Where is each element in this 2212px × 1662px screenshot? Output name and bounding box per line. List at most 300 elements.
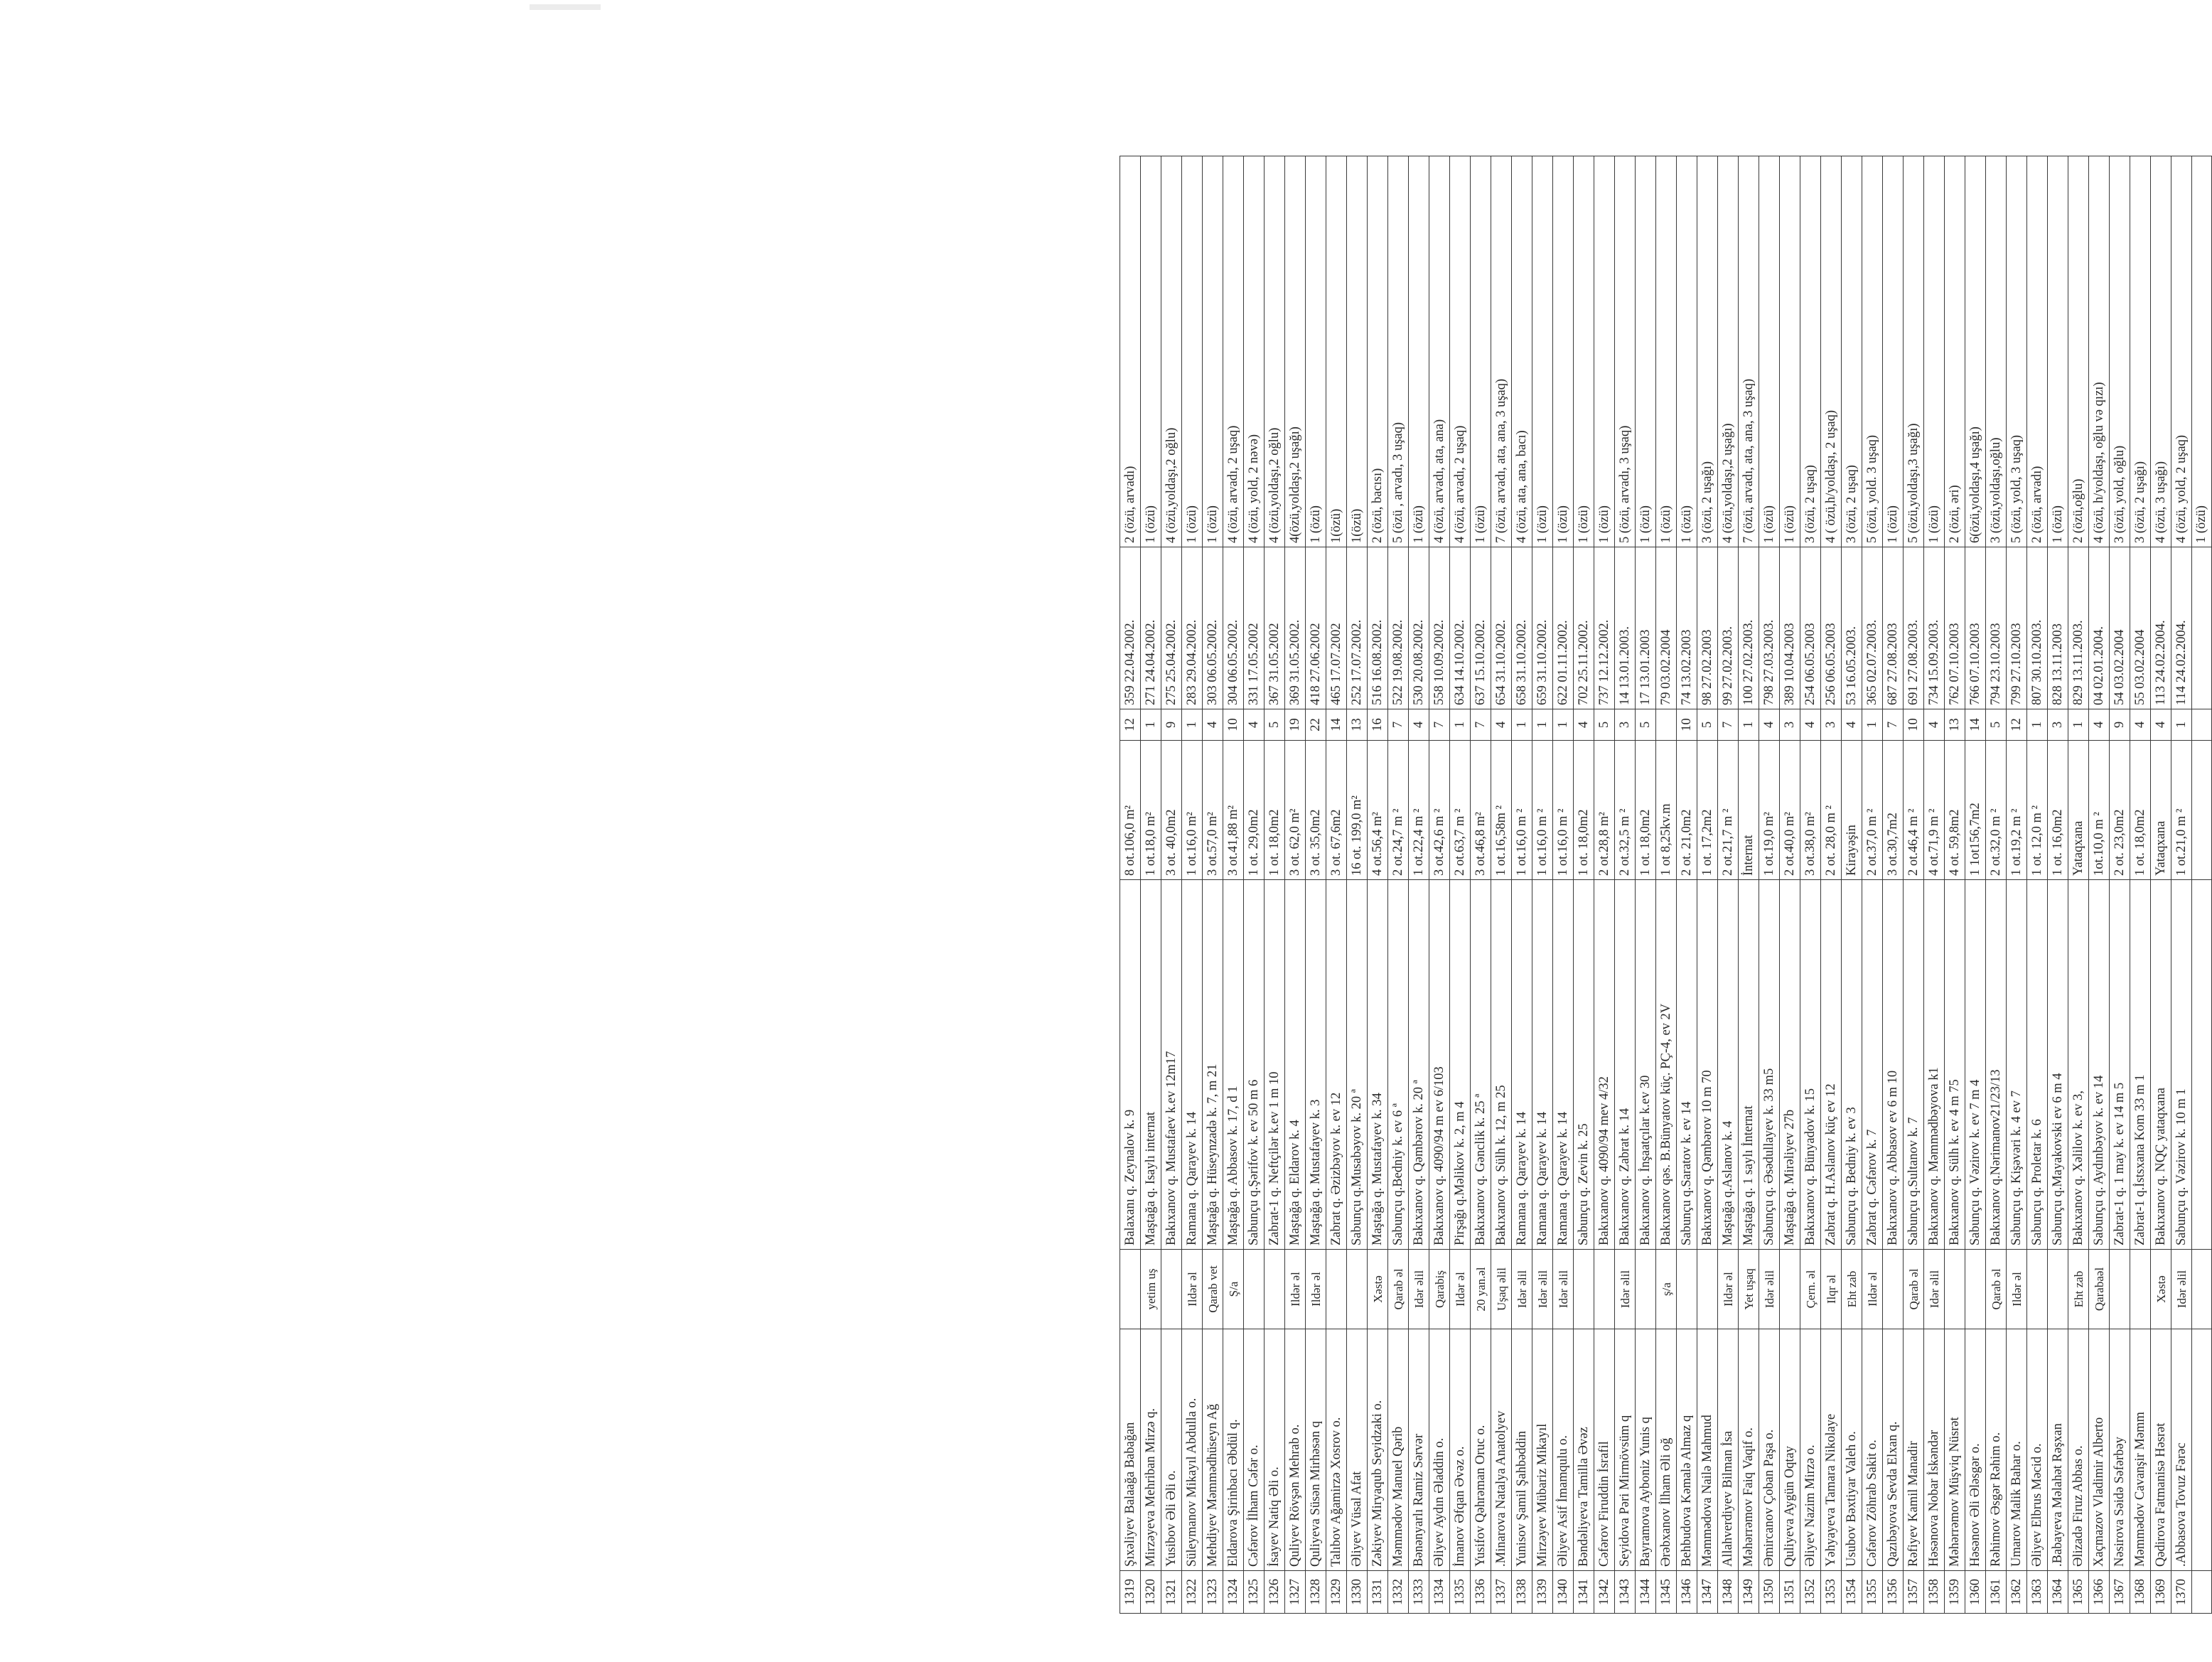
living-area-cell: 2 ot. 21,0m2 xyxy=(1677,741,1697,880)
row-number-cell: 1340 xyxy=(1553,1571,1574,1614)
person-name-cell: Əliyev Elbrus Məcid o. xyxy=(2027,1329,2048,1571)
family-composition-cell: 5 (özü,yoldaşı,3 uşağı) xyxy=(1904,156,1924,547)
person-name-cell: Umarov Malik Bahar o. xyxy=(2007,1329,2027,1571)
table-row xyxy=(1842,156,1862,1614)
family-composition-cell: 1 (özü) xyxy=(2048,156,2068,547)
address-cell: Bakıxanov q. Qəmbərov k. 20 ª xyxy=(1409,880,1429,1250)
row-number-cell: 1352 xyxy=(1800,1571,1821,1614)
resident-count-cell: 7 xyxy=(1429,709,1450,741)
address-cell: Bakıxanov q. 4090/94 m ev 6/103 xyxy=(1429,880,1450,1250)
resident-count-cell: 7 xyxy=(1388,709,1409,741)
registration-cell: 304 06.05.2002. xyxy=(1223,547,1244,709)
row-number-cell: 1349 xyxy=(1739,1571,1759,1614)
address-cell: Bakıxanov q. Gənclik k. 25 ª xyxy=(1471,880,1491,1250)
category-cell xyxy=(1326,1250,1347,1329)
address-cell: Balaxanı q. Zeynalov k. 9 xyxy=(1120,880,1141,1250)
living-area-cell: 2 ot. 28,0 m ² xyxy=(1821,741,1842,880)
address-cell: Maştağa q. Isaylı internat xyxy=(1141,880,1161,1250)
person-name-cell: Mirzəyeva Mehriban Mirzə q. xyxy=(1141,1329,1161,1571)
address-cell: Ramana q. Qarayev k. 14 xyxy=(1512,880,1532,1250)
resident-count-cell: 1 xyxy=(1862,709,1883,741)
person-name-cell: Bəndəliyeva Tamilla Əvəz xyxy=(1574,1329,1594,1571)
category-cell xyxy=(2110,1250,2130,1329)
family-composition-cell: 4 (özü, ata, ana, bacı) xyxy=(1512,156,1532,547)
living-area-cell: 3 ot.42,6 m ² xyxy=(1429,741,1450,880)
family-composition-cell: 1 (özü) xyxy=(1677,156,1697,547)
resident-count-cell: 13 xyxy=(1347,709,1368,741)
address-cell: Zabrat q. H.Aslanov küç ev 12 xyxy=(1821,880,1842,1250)
category-cell xyxy=(1945,1250,1965,1329)
family-composition-cell: 3 (özü,yoldaşı,oğlu) xyxy=(1986,156,2007,547)
category-cell: Yet uşaq xyxy=(1739,1250,1759,1329)
table-row xyxy=(1697,156,1718,1614)
row-number-cell: 1333 xyxy=(1409,1571,1429,1614)
family-composition-cell: 2 (özü,oğlu) xyxy=(2068,156,2089,547)
person-name-cell: Rəfiyev Kamil Manadir xyxy=(1904,1329,1924,1571)
resident-count-cell: 9 xyxy=(1161,709,1182,741)
category-cell: Ildər əl xyxy=(1450,1250,1471,1329)
registration-cell: 634 14.10.2002. xyxy=(1450,547,1471,709)
table-row xyxy=(2048,156,2068,1614)
category-cell: Xəstə xyxy=(2151,1250,2171,1329)
category-cell: Qarab vet xyxy=(1203,1250,1223,1329)
row-number-cell: 1358 xyxy=(1924,1571,1945,1614)
person-name-cell: Eldarova Şirinbacı Əbdül q. xyxy=(1223,1329,1244,1571)
person-name-cell: Zəkiyev Miryaqub Seyidzaki o. xyxy=(1368,1329,1388,1571)
table-row xyxy=(2192,156,2212,1614)
family-composition-cell: 3 (özü, 2 uşağı) xyxy=(2130,156,2151,547)
housing-queue-table xyxy=(1120,156,2212,1614)
living-area-cell: 1 ot.16,0 m ² xyxy=(1553,741,1574,880)
category-cell: Idər əlil xyxy=(1553,1250,1574,1329)
resident-count-cell: 1 xyxy=(1141,709,1161,741)
family-composition-cell: 1 (özü) xyxy=(1306,156,1326,547)
resident-count-cell: 12 xyxy=(1120,709,1141,741)
category-cell: Ildər əl xyxy=(1182,1250,1203,1329)
table-row xyxy=(2007,156,2027,1614)
living-area-cell: 3 ot.30,7m2 xyxy=(1883,741,1904,880)
table-row xyxy=(1182,156,1203,1614)
table-row xyxy=(1203,156,1223,1614)
row-number-cell: 1347 xyxy=(1697,1571,1718,1614)
table-row xyxy=(1471,156,1491,1614)
registration-cell: 100 27.02.2003. xyxy=(1739,547,1759,709)
resident-count-cell: 1 xyxy=(2027,709,2048,741)
living-area-cell: 1 ot. 18,0m2 xyxy=(1265,741,1285,880)
living-area-cell: İnternat xyxy=(1739,741,1759,880)
living-area-cell: 1 ot. 12,0 m ² xyxy=(2027,741,2048,880)
category-cell: Idər əlil xyxy=(1924,1250,1945,1329)
category-cell: Qarab əl xyxy=(1986,1250,2007,1329)
table-row xyxy=(1718,156,1739,1614)
person-name-cell: Əliyev Asif İmamqulu o. xyxy=(1553,1329,1574,1571)
row-number-cell: 1360 xyxy=(1965,1571,1986,1614)
registration-cell: 558 10.09.2002. xyxy=(1429,547,1450,709)
registration-cell: 530 20.08.2002. xyxy=(1409,547,1429,709)
family-composition-cell: 2 (özü, bacısı) xyxy=(1368,156,1388,547)
living-area-cell: 2 ot.32,5 m ² xyxy=(1615,741,1636,880)
table-row xyxy=(1532,156,1553,1614)
category-cell: Xəstə xyxy=(1368,1250,1388,1329)
person-name-cell: Yusibov Əli Əli o. xyxy=(1161,1329,1182,1571)
person-name-cell: Bənənyarlı Ramiz Sərvər xyxy=(1409,1329,1429,1571)
row-number-cell: 1346 xyxy=(1677,1571,1697,1614)
resident-count-cell: 1 xyxy=(2068,709,2089,741)
category-cell xyxy=(1161,1250,1182,1329)
address-cell: Bakıxanov q. NQÇ yataqxana xyxy=(2151,880,2171,1250)
resident-count-cell: 1 xyxy=(1553,709,1574,741)
family-composition-cell: 1 (özü) xyxy=(1759,156,1780,547)
resident-count-cell: 4 xyxy=(1491,709,1512,741)
row-number-cell: 1345 xyxy=(1656,1571,1677,1614)
family-composition-cell: 1 (özü) xyxy=(1656,156,1677,547)
resident-count-cell: 1 xyxy=(1450,709,1471,741)
family-composition-cell: 1 (özü) xyxy=(1553,156,1574,547)
row-number-cell xyxy=(2192,1571,2212,1614)
family-composition-cell: 1 (özü) xyxy=(1883,156,1904,547)
registration-cell: 622 01.11.2002. xyxy=(1553,547,1574,709)
family-composition-cell: 2 (özü, arvadı) xyxy=(1120,156,1141,547)
family-composition-cell: 1 (özü) xyxy=(1182,156,1203,547)
registration-cell: 762 07.10.2003 xyxy=(1945,547,1965,709)
row-number-cell: 1336 xyxy=(1471,1571,1491,1614)
registration-cell: 99 27.02.2003. xyxy=(1718,547,1739,709)
family-composition-cell: 4 (özü, yold, 2 uşaq) xyxy=(2171,156,2192,547)
family-composition-cell: 2 (özü, əri) xyxy=(1945,156,1965,547)
person-name-cell: Qazıbəyova Sevda Elxan q. xyxy=(1883,1329,1904,1571)
table-row xyxy=(1244,156,1265,1614)
person-name-cell: Məhərrəmov Müşviq Nüsrət xyxy=(1945,1329,1965,1571)
resident-count-cell: 5 xyxy=(1265,709,1285,741)
person-name-cell: Cəfərov İlham Cəfər o. xyxy=(1244,1329,1265,1571)
living-area-cell: 1 ot.19,2 m ² xyxy=(2007,741,2027,880)
living-area-cell: 1 ot.19,0 m² xyxy=(1759,741,1780,880)
registration-cell: 367 31.05.2002 xyxy=(1265,547,1285,709)
table-row xyxy=(1553,156,1574,1614)
registration-cell: 794 23.10.2003 xyxy=(1986,547,2007,709)
registration-cell: 17 13.01.2003 xyxy=(1636,547,1656,709)
resident-count-cell: 4 xyxy=(1800,709,1821,741)
table-row xyxy=(1904,156,1924,1614)
registration-cell: 829 13.11.2003. xyxy=(2068,547,2089,709)
table-row xyxy=(1780,156,1800,1614)
living-area-cell: 2 ot.32,0 m ² xyxy=(1986,741,2007,880)
resident-count-cell: 16 xyxy=(1368,709,1388,741)
resident-count-cell: 5 xyxy=(1986,709,2007,741)
table-row xyxy=(1388,156,1409,1614)
category-cell: Idər əlil xyxy=(1532,1250,1553,1329)
person-name-cell: Xaçmazov Vladimir Alberto xyxy=(2089,1329,2110,1571)
person-name-cell: Əlizadə Firuz Abbas o. xyxy=(2068,1329,2089,1571)
registration-cell: 637 15.10.2002. xyxy=(1471,547,1491,709)
table-row xyxy=(2068,156,2089,1614)
address-cell: Bakıxanov q. Məmmədbəyova k1 xyxy=(1924,880,1945,1250)
person-name-cell: Süleymanov Mikayıl Abdulla o. xyxy=(1182,1329,1203,1571)
address-cell: Ramana q. Qarayev k. 14 xyxy=(1553,880,1574,1250)
person-name-cell: Yunisov Şamil Şahbəddin xyxy=(1512,1329,1532,1571)
category-cell xyxy=(1594,1250,1615,1329)
living-area-cell: 4 ot.71,9 m ² xyxy=(1924,741,1945,880)
category-cell xyxy=(1677,1250,1697,1329)
address-cell: Zabrat-1 q. 1 may k. ev 14 m 5 xyxy=(2110,880,2130,1250)
category-cell xyxy=(1347,1250,1368,1329)
row-number-cell: 1350 xyxy=(1759,1571,1780,1614)
category-cell xyxy=(1574,1250,1594,1329)
resident-count-cell: 5 xyxy=(1697,709,1718,741)
address-cell: Maştağa q. 1 saylı İnternat xyxy=(1739,880,1759,1250)
resident-count-cell: 3 xyxy=(1821,709,1842,741)
person-name-cell: Məmmədov Cavanşir Məmm xyxy=(2130,1329,2151,1571)
row-number-cell: 1320 xyxy=(1141,1571,1161,1614)
row-number-cell: 1370 xyxy=(2171,1571,2192,1614)
registration-cell: 283 29.04.2002. xyxy=(1182,547,1203,709)
address-cell: Maştağa q. Mustafayev k. 3 xyxy=(1306,880,1326,1250)
category-cell xyxy=(2130,1250,2151,1329)
row-number-cell: 1326 xyxy=(1265,1571,1285,1614)
person-name-cell: Ərəbxanov İlham Əli oğ xyxy=(1656,1329,1677,1571)
family-composition-cell: 4 (özü, arvadı, ata, ana) xyxy=(1429,156,1450,547)
row-number-cell: 1366 xyxy=(2089,1571,2110,1614)
address-cell: Sabunçu q. Zevin k. 25 xyxy=(1574,880,1594,1250)
category-cell xyxy=(1244,1250,1265,1329)
resident-count-cell: 1 xyxy=(1532,709,1553,741)
living-area-cell: 1 ot.18,0 m² xyxy=(1141,741,1161,880)
address-cell: Sabunçu q. Kişəvəri k. 4 ev 7 xyxy=(2007,880,2027,1250)
person-name-cell: Quliyeva Süsən Mirhəsən q xyxy=(1306,1329,1326,1571)
registration-cell: 359 22.04.2002. xyxy=(1120,547,1141,709)
table-row xyxy=(1986,156,2007,1614)
row-number-cell: 1344 xyxy=(1636,1571,1656,1614)
table-row xyxy=(1512,156,1532,1614)
registration-cell: 798 27.03.2003. xyxy=(1759,547,1780,709)
person-name-cell: Seyidova Pəri Mirmövsüm q xyxy=(1615,1329,1636,1571)
address-cell: Bakıxanov q. Bünyadov k. 15 xyxy=(1800,880,1821,1250)
address-cell: Sabunçu q. Bedniy k. ev 3 xyxy=(1842,880,1862,1250)
family-composition-cell: 4 (özü,yoldaşı,2 uşağı) xyxy=(1718,156,1739,547)
living-area-cell: 1 ot. 29,0m2 xyxy=(1244,741,1265,880)
living-area-cell: 1 ot. 16,0m2 xyxy=(2048,741,2068,880)
category-cell: Qarabiş xyxy=(1429,1250,1450,1329)
resident-count-cell: 10 xyxy=(1904,709,1924,741)
living-area-cell: 1 ot.22,4 m ² xyxy=(1409,741,1429,880)
address-cell: Bakıxanov q. Sülh k. ev 4 m 75 xyxy=(1945,880,1965,1250)
resident-count-cell: 4 xyxy=(1244,709,1265,741)
table-row xyxy=(2130,156,2151,1614)
table-row xyxy=(1326,156,1347,1614)
resident-count-cell: 14 xyxy=(1326,709,1347,741)
person-name-cell: Qədirova Fatmanisə Həsrət xyxy=(2151,1329,2171,1571)
family-composition-cell: 1 (özü) xyxy=(1203,156,1223,547)
family-composition-cell: 1 (özü) xyxy=(1924,156,1945,547)
family-composition-cell: 4 (özü, h/yoldaşı, oğlu və qızı) xyxy=(2089,156,2110,547)
address-cell: Maştağa q. Mustafayev k. 34 xyxy=(1368,880,1388,1250)
address-cell: Sabunçu q. Aydınbəyov k. ev 14 xyxy=(2089,880,2110,1250)
table-row xyxy=(1862,156,1883,1614)
address-cell: Zabrat q. Cəfərov k. 7 xyxy=(1862,880,1883,1250)
family-composition-cell: 7 (özü, arvadı, ata, ana, 3 uşaq) xyxy=(1491,156,1512,547)
scan-artifact xyxy=(530,4,601,10)
registration-cell: 53 16.05.2003. xyxy=(1842,547,1862,709)
category-cell: yetim uş xyxy=(1141,1250,1161,1329)
resident-count-cell: 4 xyxy=(1759,709,1780,741)
row-number-cell: 1332 xyxy=(1388,1571,1409,1614)
table-row xyxy=(1368,156,1388,1614)
category-cell xyxy=(1883,1250,1904,1329)
address-cell: Bakıxanov q.Nərimanov21/23/13 xyxy=(1986,880,2007,1250)
row-number-cell: 1324 xyxy=(1223,1571,1244,1614)
resident-count-cell: 19 xyxy=(1285,709,1306,741)
category-cell xyxy=(2027,1250,2048,1329)
category-cell: Ildər əl xyxy=(2007,1250,2027,1329)
living-area-cell: 3 ot.57,0 m² xyxy=(1203,741,1223,880)
living-area-cell: 1 ot. 18,0m2 xyxy=(1636,741,1656,880)
row-number-cell: 1329 xyxy=(1326,1571,1347,1614)
family-composition-cell: 4 (özü, arvadı, 2 uşaq) xyxy=(1450,156,1471,547)
living-area-cell: 2 ot.24,7 m ² xyxy=(1388,741,1409,880)
row-number-cell: 1319 xyxy=(1120,1571,1141,1614)
family-composition-cell: 1 (özü) xyxy=(1409,156,1429,547)
resident-count-cell: 4 xyxy=(2151,709,2171,741)
table-row xyxy=(1161,156,1182,1614)
family-composition-cell: 7 (özü, arvadı, ata, ana, 3 uşaq) xyxy=(1739,156,1759,547)
resident-count-cell: 3 xyxy=(2048,709,2068,741)
address-cell: Sabunçu q.Saratov k. ev 14 xyxy=(1677,880,1697,1250)
resident-count-cell: 7 xyxy=(1883,709,1904,741)
family-composition-cell: 3 (özü, yold, oğlu) xyxy=(2110,156,2130,547)
category-cell: Qarab əl xyxy=(1388,1250,1409,1329)
living-area-cell: 4 ot.56,4 m² xyxy=(1368,741,1388,880)
resident-count-cell: 4 xyxy=(1924,709,1945,741)
registration-cell: 365 02.07.2003. xyxy=(1862,547,1883,709)
registration-cell: 516 16.08.2002. xyxy=(1368,547,1388,709)
row-number-cell: 1339 xyxy=(1532,1571,1553,1614)
registration-cell: 418 27.06.2002 xyxy=(1306,547,1326,709)
registration-cell: 807 30.10.2003. xyxy=(2027,547,2048,709)
row-number-cell: 1321 xyxy=(1161,1571,1182,1614)
registration-cell: 55 03.02.2004 xyxy=(2130,547,2151,709)
family-composition-cell: 3 (özü, 2 uşağı) xyxy=(1697,156,1718,547)
registration-cell: 256 06.05.2003 xyxy=(1821,547,1842,709)
family-composition-cell: 1(özü) xyxy=(1347,156,1368,547)
resident-count-cell: 4 xyxy=(2089,709,2110,741)
resident-count-cell: 1 xyxy=(1182,709,1203,741)
registration-cell: 522 19.08.2002. xyxy=(1388,547,1409,709)
resident-count-cell: 4 xyxy=(2130,709,2151,741)
family-composition-cell: 3 (özü, 2 uşaq) xyxy=(1800,156,1821,547)
category-cell xyxy=(2192,1250,2212,1329)
address-cell: Zabrat q. Əzizbəyov k. ev 12 xyxy=(1326,880,1347,1250)
registration-cell: 303 06.05.2002. xyxy=(1203,547,1223,709)
table-row xyxy=(1615,156,1636,1614)
registration-cell: 654 31.10.2002. xyxy=(1491,547,1512,709)
table-row xyxy=(1429,156,1450,1614)
living-area-cell: 2 ot. 23,0m2 xyxy=(2110,741,2130,880)
category-cell: Idər əlil xyxy=(1409,1250,1429,1329)
registration-cell: 389 10.04.2003 xyxy=(1780,547,1800,709)
family-composition-cell: 4 (özü,yoldaşı,2 oğlu) xyxy=(1265,156,1285,547)
table-row xyxy=(1450,156,1471,1614)
family-composition-cell: 4 ( özü,h/yoldaşı, 2 uşaq) xyxy=(1821,156,1842,547)
category-cell: Eht zab xyxy=(2068,1250,2089,1329)
registration-cell: 331 17.05.2002 xyxy=(1244,547,1265,709)
table-row xyxy=(2110,156,2130,1614)
category-cell xyxy=(1120,1250,1141,1329)
living-area-cell: 2 ot.28,8 m² xyxy=(1594,741,1615,880)
resident-count-cell: 1 xyxy=(1739,709,1759,741)
person-name-cell: Əliyev Nazim Mirzə o. xyxy=(1800,1329,1821,1571)
family-composition-cell: 4 (özü, yold, 2 nəvə) xyxy=(1244,156,1265,547)
category-cell: Ilqr əl xyxy=(1821,1250,1842,1329)
category-cell: Idər əlil xyxy=(1615,1250,1636,1329)
living-area-cell: 3 ot. 67,6m2 xyxy=(1326,741,1347,880)
family-composition-cell: 1 (özü) xyxy=(1141,156,1161,547)
resident-count-cell: 4 xyxy=(1574,709,1594,741)
registration-cell: 687 27.08.2003 xyxy=(1883,547,1904,709)
address-cell: Maştağa q. Mirəliyev 27b xyxy=(1780,880,1800,1250)
row-number-cell: 1364 xyxy=(2048,1571,2068,1614)
category-cell xyxy=(1697,1250,1718,1329)
living-area-cell: 1 ot.16,0 m ² xyxy=(1512,741,1532,880)
table-row xyxy=(2089,156,2110,1614)
person-name-cell: Nəsirova Səidə Səfərbəy xyxy=(2110,1329,2130,1571)
living-area-cell: 2 ot.21,7 m ² xyxy=(1718,741,1739,880)
table-row xyxy=(1347,156,1368,1614)
registration-cell: 734 15.09.2003. xyxy=(1924,547,1945,709)
table-row xyxy=(1945,156,1965,1614)
person-name-cell: Yusifov Qəhrəman Oruc o. xyxy=(1471,1329,1491,1571)
resident-count-cell: 4 xyxy=(1842,709,1862,741)
registration-cell: 14 13.01.2003. xyxy=(1615,547,1636,709)
registration-cell: 271 24.04.2002. xyxy=(1141,547,1161,709)
category-cell: Ş/a xyxy=(1223,1250,1244,1329)
person-name-cell: Həsənova Nobar İskəndər xyxy=(1924,1329,1945,1571)
row-number-cell: 1348 xyxy=(1718,1571,1739,1614)
category-cell: Ildər əl xyxy=(1306,1250,1326,1329)
row-number-cell: 1330 xyxy=(1347,1571,1368,1614)
living-area-cell: 1ot.10,0 m ² xyxy=(2089,741,2110,880)
living-area-cell: 3 ot. 62,0 m² xyxy=(1285,741,1306,880)
row-number-cell: 1367 xyxy=(2110,1571,2130,1614)
person-name-cell: Cəfərov Firuddin İsrafil xyxy=(1594,1329,1615,1571)
table-row xyxy=(1800,156,1821,1614)
registration-cell: 658 31.10.2002. xyxy=(1512,547,1532,709)
row-number-cell: 1355 xyxy=(1862,1571,1883,1614)
row-number-cell: 1325 xyxy=(1244,1571,1265,1614)
person-name-cell: Məmmədov Manuel Qərib xyxy=(1388,1329,1409,1571)
address-cell: Bakıxanov q. Qəmbərov 10 m 70 xyxy=(1697,880,1718,1250)
family-composition-cell: 1 (özü) xyxy=(2192,156,2212,547)
address-cell: Bakıxanov q. 4090/94 mev 4/32 xyxy=(1594,880,1615,1250)
living-area-cell: 2 ot.63,7 m ² xyxy=(1450,741,1471,880)
living-area-cell: 1 ot 8,25kv.m xyxy=(1656,741,1677,880)
registration-cell: 275 25.04.2002. xyxy=(1161,547,1182,709)
person-name-cell: Usubov Bəxtiyar Valeh o. xyxy=(1842,1329,1862,1571)
row-number-cell: 1363 xyxy=(2027,1571,2048,1614)
person-name-cell: Əliyev Vüsal Afat xyxy=(1347,1329,1368,1571)
row-number-cell: 1365 xyxy=(2068,1571,2089,1614)
living-area-cell: 2 ot.37,0 m ² xyxy=(1862,741,1883,880)
table-row xyxy=(2027,156,2048,1614)
category-cell: 20 yan.əl xyxy=(1471,1250,1491,1329)
living-area-cell: 8 ot.106,0 m² xyxy=(1120,741,1141,880)
address-cell: Sabunçu q. Vəzirov k. 10 m 1 xyxy=(2171,880,2192,1250)
category-cell: Idər əlil xyxy=(2171,1250,2192,1329)
table-row xyxy=(1739,156,1759,1614)
registration-cell: 702 25.11.2002. xyxy=(1574,547,1594,709)
address-cell: Sabunçu q.Bedniy k. ev 6 ª xyxy=(1388,880,1409,1250)
living-area-cell: 3 ot. 35,0m2 xyxy=(1306,741,1326,880)
registration-cell: 369 31.05.2002. xyxy=(1285,547,1306,709)
